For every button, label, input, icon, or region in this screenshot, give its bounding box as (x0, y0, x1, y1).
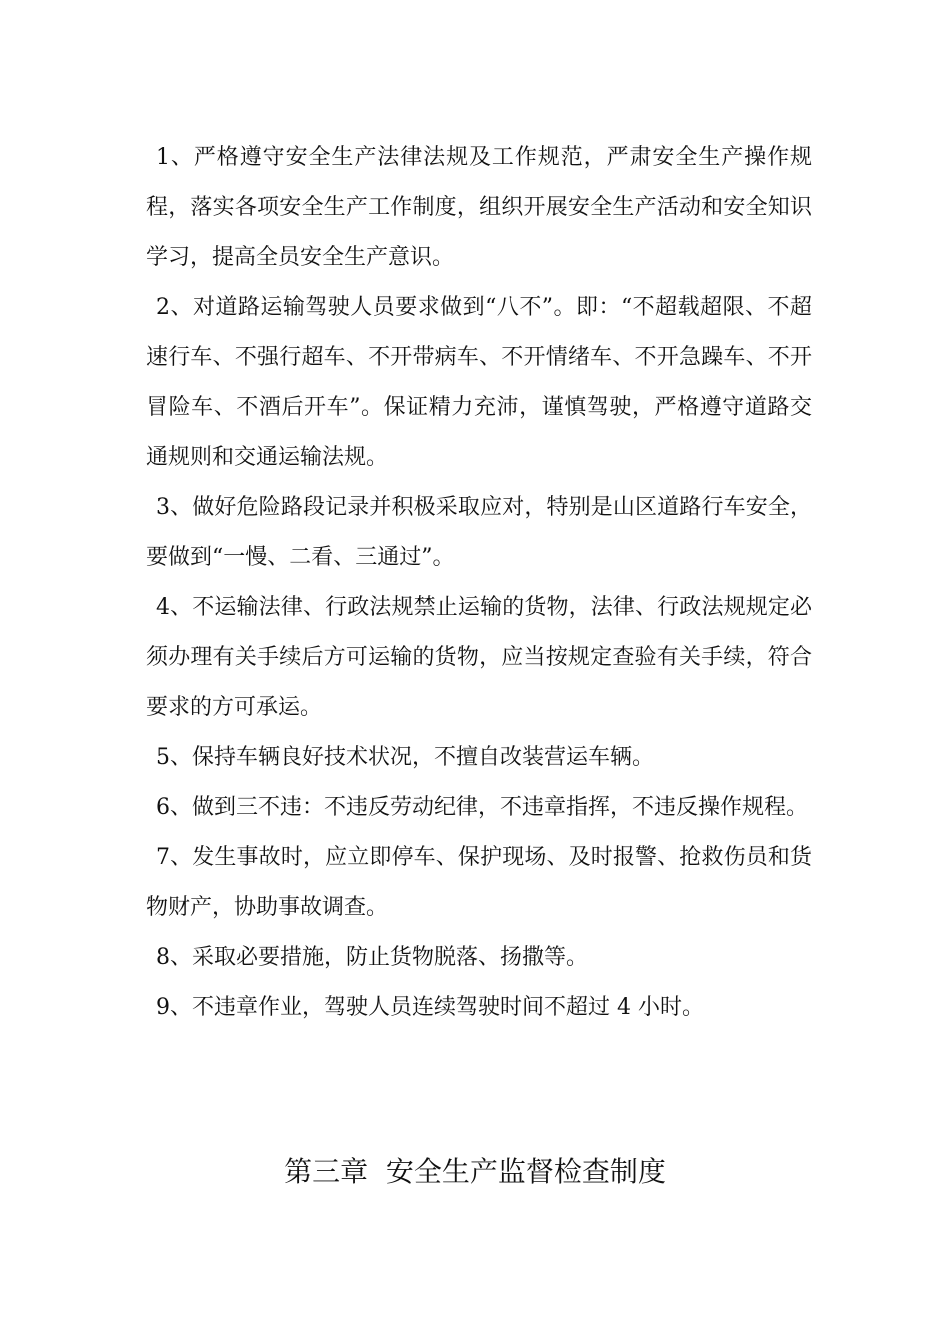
rule-item-7: 7、发生事故时，应立即停车、保护现场、及时报警、抢救伤员和货物财产，协助事故调查。 (146, 845, 812, 920)
rules-list (146, 133, 812, 1033)
rule-item-2: 2、对道路运输驾驶人员要求做到“八不”。即：“不超载超限、不超速行车、不强行超车、不开带病车、不开情绪车、不开急躁车、不开冒险车、不酒后开车”。保证精力充沛，谨慎驾驶，严格遵守道路交通规则和交通运输法规。 (146, 295, 812, 470)
rule-item-3: 3、做好危险路段记录并积极采取应对，特别是山区道路行车安全，要做到“一慢、二看、三通过”。 (146, 495, 812, 570)
rule-item-8: 8、采取必要措施，防止货物脱落、扬撒等。 (156, 945, 588, 970)
chapter-heading: 第三章 安全生产监督检查制度 (284, 1155, 666, 1188)
rule-item-9: 9、不违章作业，驾驶人员连续驾驶时间不超过 4 小时。 (156, 995, 704, 1020)
rule-item-6: 6、做到三不违：不违反劳动纪律，不违章指挥，不违反操作规程。 (156, 795, 808, 820)
rule-item-4: 4、不运输法律、行政法规禁止运输的货物，法律、行政法规规定必须办理有关手续后方可运输的货物，应当按规定查验有关手续，符合要求的方可承运。 (146, 595, 812, 720)
rule-item-1: 1、严格遵守安全生产法律法规及工作规范，严肃安全生产操作规程，落实各项安全生产工作制度，组织开展安全生产活动和安全知识学习，提高全员安全生产意识。 (146, 145, 812, 270)
rule-item-5: 5、保持车辆良好技术状况，不擅自改装营运车辆。 (156, 745, 654, 770)
